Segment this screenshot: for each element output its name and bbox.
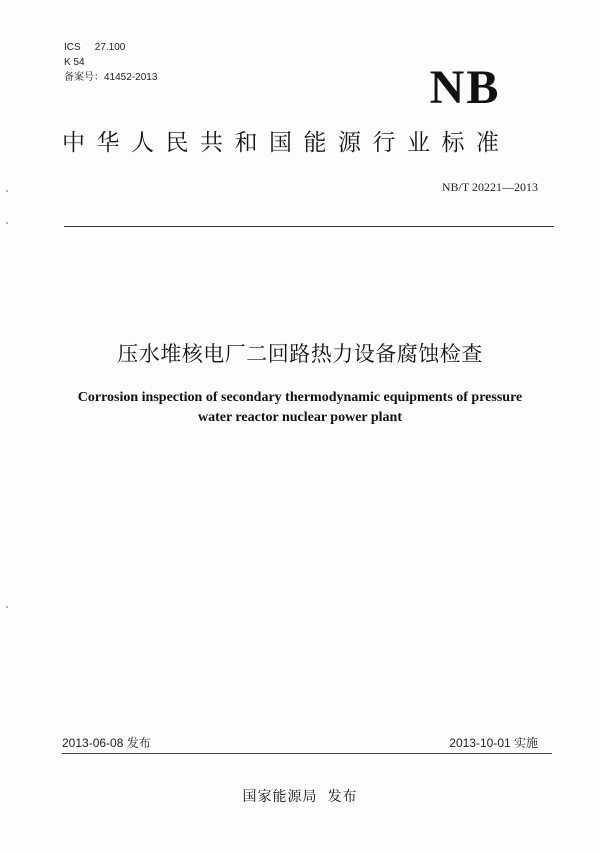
scan-speck — [6, 190, 8, 192]
standard-number: NB/T 20221—2013 — [441, 180, 538, 194]
publisher-name: 国家能源局 — [242, 789, 318, 805]
scan-speck — [6, 222, 8, 224]
nb-logo: NB — [429, 61, 501, 114]
footer-divider — [62, 753, 552, 754]
ics-label: ICS — [64, 42, 81, 53]
ics-line — [64, 40, 157, 55]
scan-speck — [6, 606, 8, 608]
publisher-line — [0, 788, 600, 806]
ics-value: 27.100 — [94, 42, 126, 53]
english-title-line-2: water reactor nuclear power plant — [197, 410, 402, 425]
english-title-line-1: Corrosion inspection of secondary thermodynamic equipments of pressure — [77, 390, 523, 405]
class-code: K 54 — [64, 57, 85, 68]
header-divider — [64, 226, 554, 227]
document-title-chinese: 压水堆核电厂二回路热力设备腐蚀检查 — [117, 342, 483, 366]
implementation-date: 2013-10-01 实施 — [449, 736, 538, 750]
publisher-action: 发布 — [327, 789, 358, 805]
filing-number: 备案号：41452-2013 — [64, 72, 158, 83]
standard-category-heading: 中华人民共和国能源行业标准 — [62, 130, 511, 156]
classification-block — [64, 40, 157, 85]
issue-date: 2013-06-08 发布 — [62, 736, 151, 750]
document-title-english — [0, 388, 600, 428]
